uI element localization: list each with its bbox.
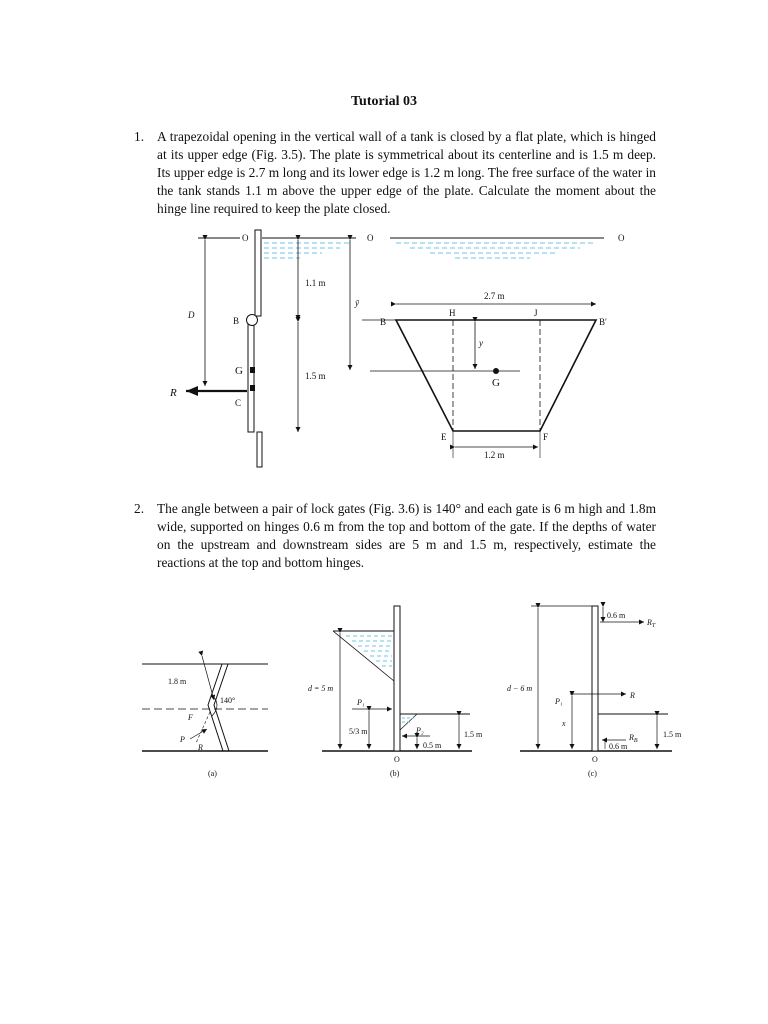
label-R-c: R (630, 691, 635, 700)
label-d6: d − 6 m (507, 684, 533, 693)
caption-b: (b) (390, 769, 400, 778)
problem-number: 2. (134, 501, 145, 516)
label-G: G (235, 365, 243, 377)
fig2a (142, 656, 268, 778)
label-P1-c: P₁ (555, 697, 563, 706)
label-B: B (233, 316, 240, 326)
label-Bprime: B′ (599, 317, 607, 327)
label-ybar: ȳ (355, 298, 359, 308)
caption-a: (a) (208, 769, 217, 778)
label-E: E (441, 432, 447, 442)
label-1-8m: 1.8 m (168, 677, 187, 686)
problem-text: The angle between a pair of lock gates (Fig. 3.6) is 140° and each gate is 6 m high and 1.8m wide, supported on hinges 0.6 m from the top and bottom of the gate. If the depths of water on the upstream and downstream sides are 5 m and 1.5 m, respectively, estimate the reactions at the top and bottom hinges. (157, 501, 656, 570)
fig2c (507, 606, 682, 778)
label-O: O (242, 233, 249, 243)
label-O-left: O (367, 233, 374, 243)
page-title: Tutorial 03 (351, 94, 417, 109)
label-R-a: R (198, 743, 203, 752)
label-C: C (235, 398, 242, 408)
label-1-5m-c: 1.5 m (663, 730, 682, 739)
label-G-front: G (492, 377, 500, 389)
label-x: x (562, 719, 566, 728)
label-y: y (479, 338, 483, 348)
label-0-6m-bot: 0.6 m (609, 742, 628, 751)
label-5-3m: 5/3 m (349, 727, 368, 736)
label-O-b: O (394, 755, 400, 764)
fig2b (308, 606, 483, 778)
label-R: R (170, 387, 177, 399)
label-140: 140° (220, 696, 236, 705)
label-F-a: F (188, 713, 193, 722)
label-H: H (449, 308, 456, 318)
label-1-1m: 1.1 m (305, 278, 326, 288)
label-B-front: B (380, 317, 387, 327)
caption-c: (c) (588, 769, 597, 778)
problem-text: A trapezoidal opening in the vertical wall of a tank is closed by a flat plate, which is hinged at its upper edge (Fig. 3.5). The plate is symmetrical about its centerline and is 1.5 m deep. Its upper edge is 2.7 m long and its lower edge is 1.2 m long. The free surface of the water in the tank stands 1.1 m above the upper edge of the plate. Calculate the moment about the hinge line required to keep the plate closed. (157, 129, 656, 216)
label-D: D (188, 310, 195, 320)
label-0-6m-top: 0.6 m (607, 611, 626, 620)
problem-number: 1. (134, 129, 145, 144)
label-0-5m-b: 0.5 m (423, 741, 442, 750)
label-P2: P₂ (416, 726, 424, 735)
label-RB: $R_B$ (629, 733, 638, 744)
label-F: F (543, 432, 549, 442)
label-P1-b: P₁ (357, 698, 365, 707)
label-RT: $R_T$ (647, 618, 656, 629)
label-1-2m: 1.2 m (484, 450, 505, 460)
label-P-a: P (180, 735, 185, 744)
label-O-c: O (592, 755, 598, 764)
label-1-5m-b: 1.5 m (464, 730, 483, 739)
label-O-right: O (618, 233, 625, 243)
label-J: J (534, 308, 538, 318)
label-2-7m: 2.7 m (484, 291, 505, 301)
label-d5: d = 5 m (308, 684, 334, 693)
label-1-5m: 1.5 m (305, 371, 326, 381)
